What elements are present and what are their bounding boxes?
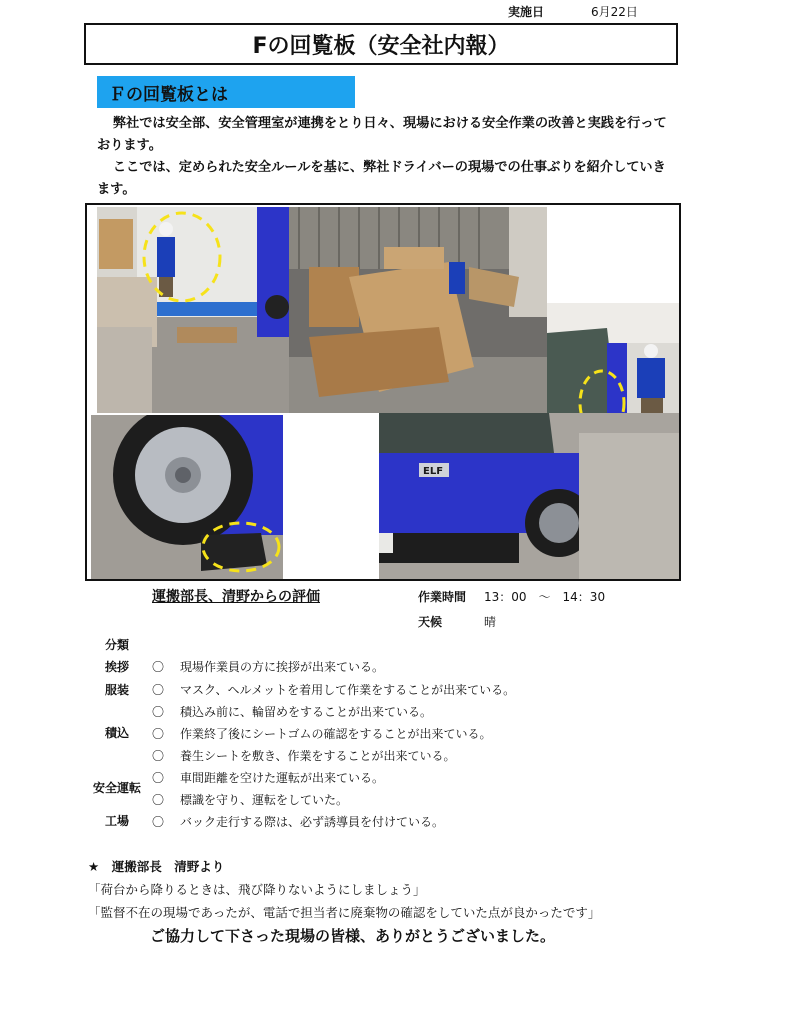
photo-worker-greeting [97, 207, 289, 413]
check-mark: 〇 [152, 793, 165, 807]
check-mark: 〇 [152, 815, 165, 829]
photo-truck-sheet-check [547, 303, 679, 413]
date-value: 6月22日 [591, 5, 638, 19]
photo-gap [547, 207, 679, 303]
category-attire: 服装 [104, 683, 129, 697]
comment-line-2: 「監督不在の現場であったが、電話で担当者に廃棄物の確認をしていた点が良かったです」 [88, 905, 601, 920]
photo-truck-rear [379, 413, 679, 579]
category-header: 分類 [104, 638, 129, 652]
photo-collage [85, 203, 681, 581]
photo-cardboard-loading [289, 207, 547, 413]
category-safe-driving: 安全運転 [92, 781, 141, 795]
work-time-label: 作業時間 [418, 590, 467, 604]
evaluation-title: 運搬部長、清野からの評価 [152, 589, 320, 605]
truck-brand-text: ELF [423, 466, 444, 477]
category-loading: 積込 [104, 726, 129, 740]
check-mark: 〇 [152, 683, 165, 697]
photo-wheel-chock [91, 415, 283, 579]
weather-label: 天候 [418, 615, 443, 629]
comment-heading: ★ 運搬部長 清野より [88, 859, 225, 874]
page-title: Fの回覧板（安全社内報） [84, 23, 678, 65]
intro-paragraph-1: 弊社では安全部、安全管理室が連携をとり日々、現場における安全作業の改善と実践を行っております。 [97, 116, 667, 153]
evaluation-item: マスク、ヘルメットを着用して作業をすることが出来ている。 [180, 683, 516, 697]
category-factory: 工場 [104, 814, 129, 828]
check-mark: 〇 [152, 727, 165, 741]
check-mark: 〇 [152, 749, 165, 763]
intro-text [97, 113, 677, 201]
date-label: 実施日 [508, 5, 545, 19]
evaluation-item: 現場作業員の方に挨拶が出来ている。 [180, 660, 385, 674]
comment-line-1: 「荷台から降りるときは、飛び降りないようにしましょう」 [88, 882, 426, 897]
evaluation-item: 標識を守り、運転をしていた。 [180, 793, 349, 807]
category-greeting: 挨拶 [104, 660, 129, 674]
thanks-message: ご協力して下さった現場の皆様、ありがとうございました。 [150, 927, 556, 945]
evaluation-item: バック走行する際は、必ず誘導員を付けている。 [180, 815, 445, 829]
evaluation-item: 養生シートを敷き、作業をすることが出来ている。 [180, 749, 456, 763]
weather-value: 晴 [484, 615, 497, 629]
intro-paragraph-2: ここでは、定められた安全ルールを基に、弊社ドライバーの現場での仕事ぶりを紹介していきます。 [97, 160, 666, 197]
work-time-value: 13：00 ～ 14：30 [484, 590, 606, 604]
check-mark: 〇 [152, 771, 165, 785]
evaluation-item: 積込み前に、輪留めをすることが出来ている。 [180, 705, 433, 719]
evaluation-item: 車間距離を空けた運転が出来ている。 [180, 771, 385, 785]
check-mark: 〇 [152, 660, 165, 674]
evaluation-item: 作業終了後にシートゴムの確認をすることが出来ている。 [180, 727, 492, 741]
check-mark: 〇 [152, 705, 165, 719]
section-heading: Ｆの回覧板とは [97, 76, 355, 108]
